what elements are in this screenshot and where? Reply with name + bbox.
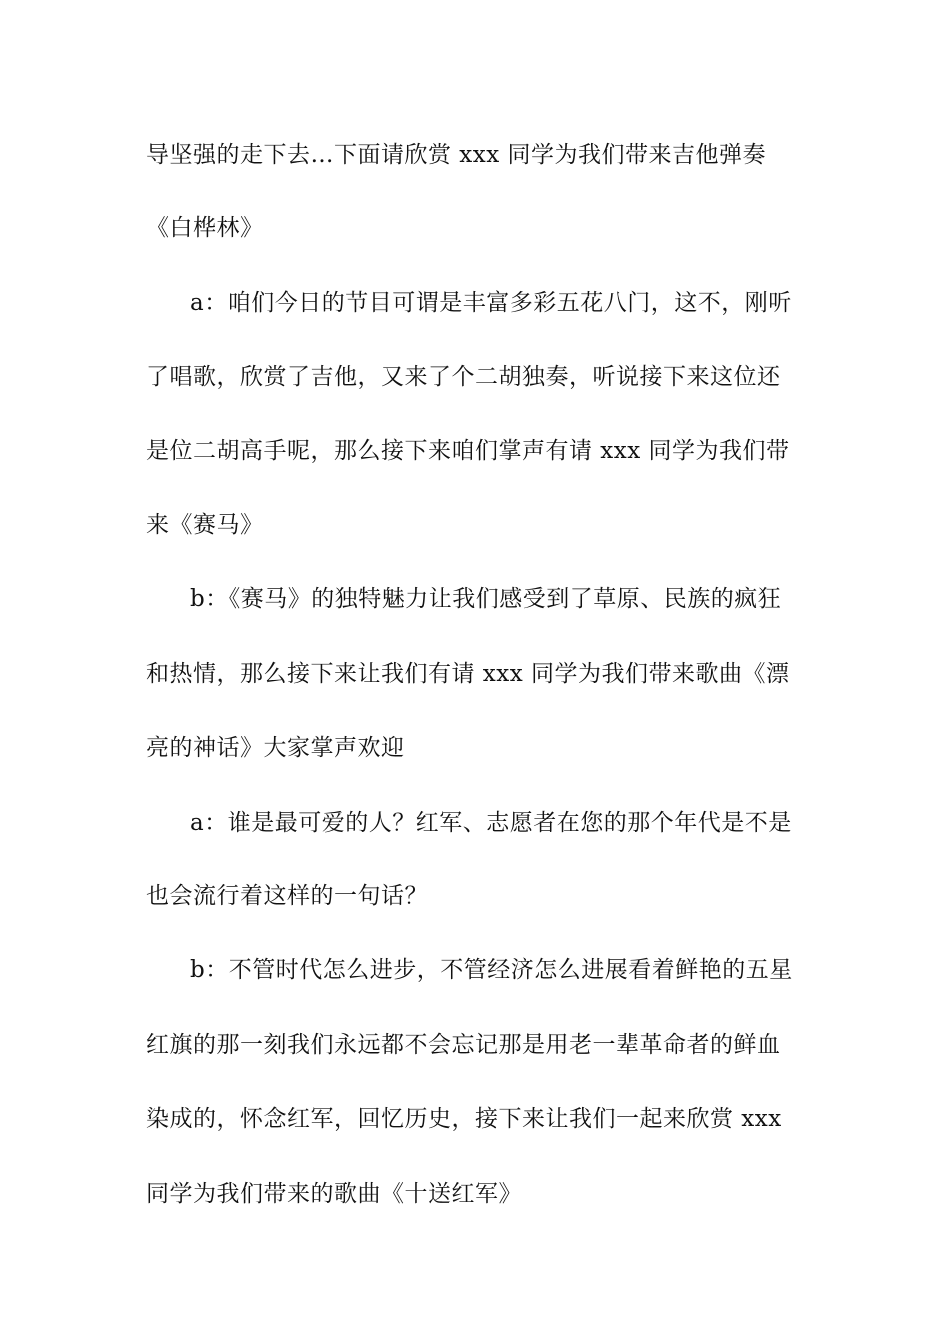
text-line: 导坚强的走下去…下面请欣赏 xxx 同学为我们带来吉他弹奏 — [146, 142, 767, 168]
text-line: 来《赛马》 — [146, 512, 264, 538]
text-line: b：不管时代怎么进步，不管经济怎么进展看着鲜艳的五星 — [190, 957, 793, 983]
text-line: 和热情，那么接下来让我们有请 xxx 同学为我们带来歌曲《漂 — [146, 661, 790, 687]
text-line: b：《赛马》的独特魅力让我们感受到了草原、民族的疯狂 — [190, 586, 782, 612]
text-line: a：咱们今日的节目可谓是丰富多彩五花八门，这不，刚听 — [190, 290, 792, 316]
text-line: 《白桦林》 — [146, 215, 264, 241]
text-line: 红旗的那一刻我们永远都不会忘记那是用老一辈革命者的鲜血 — [146, 1032, 781, 1058]
text-line: 是位二胡高手呢，那么接下来咱们掌声有请 xxx 同学为我们带 — [146, 438, 790, 464]
text-line: 同学为我们带来的歌曲《十送红军》 — [146, 1181, 522, 1207]
text-line: 染成的，怀念红军，回忆历史，接下来让我们一起来欣赏 xxx — [146, 1106, 782, 1132]
text-line: 也会流行着这样的一句话？ — [146, 883, 428, 909]
text-line: a：谁是最可爱的人？红军、志愿者在您的那个年代是不是 — [190, 810, 792, 836]
text-line: 亮的神话》大家掌声欢迎 — [146, 735, 405, 761]
text-line: 了唱歌，欣赏了吉他，又来了个二胡独奏，听说接下来这位还 — [146, 364, 781, 390]
